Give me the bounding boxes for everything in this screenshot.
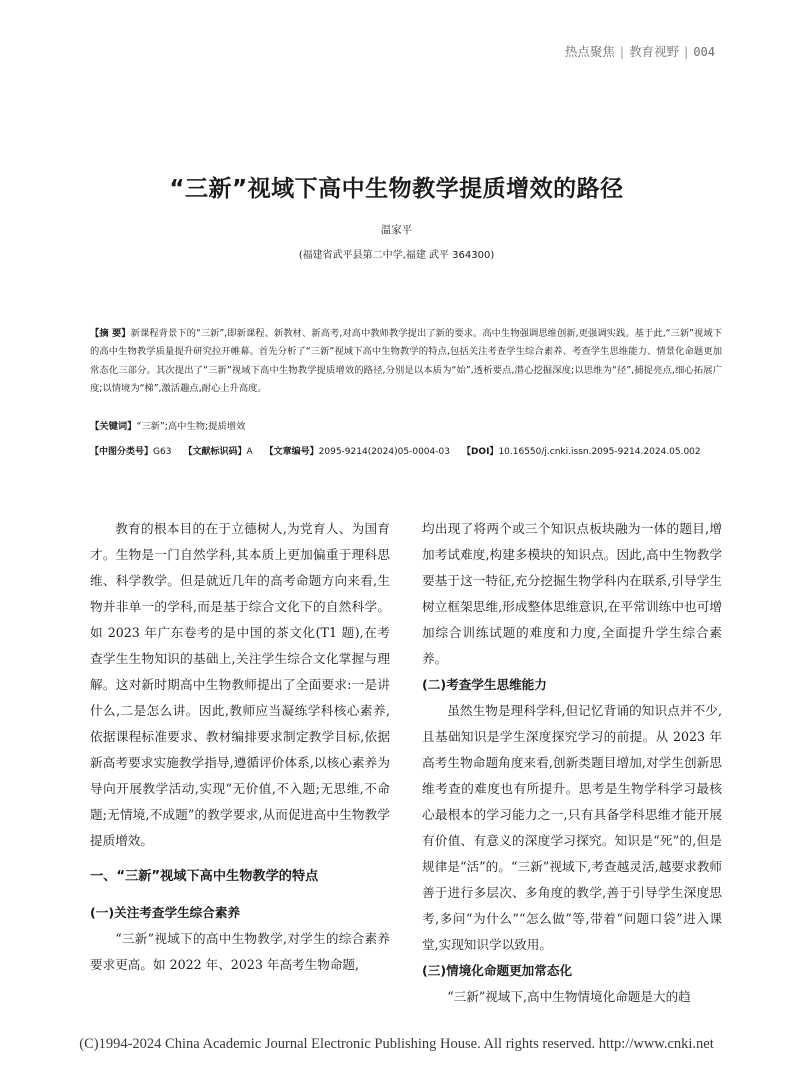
header-divider: | [684, 44, 689, 59]
abstract-text: 新课程背景下的“三新”,即新课程、新教材、新高考,对高中教师教学提出了新的要求。高中生物强调思维创新,更强调实践。基于此,“三新”视域下的高中生物教学质量提升研究拉开帷幕。首先分析了“三新”视域下高中生物教学的特点,包括关注考查学生综合素养、考查学生思维能力、情景化命题更加常态化三部分。其次提出了“三新”视域下高中生物教学提质增效的路径,分别是以本质为“始”,透析要点,潜心挖掘深度;以思维为“径”,捕捉亮点,细心拓展广度;以情境为“梯”,激活趣点,耐心上升高度。 [90, 328, 722, 394]
author-name: 温家平 [380, 224, 413, 236]
abstract-paragraph [90, 325, 722, 398]
article-id-label: 【文章编号】 [264, 447, 319, 457]
keywords-text: “三新”;高中生物;提质增效 [136, 421, 246, 432]
body-paragraph: 均出现了将两个或三个知识点板块融为一体的题目,增加考试难度,构建多模块的知识点。因此,高中生物教学要基于这一特征,充分挖掘生物学科内在联系,引导学生树立框架思维,形成整体思维意识,在平常训练中也可增加综合训练试题的难度和力度,全面提升学生综合素养。 [422, 521, 722, 666]
article-id-value: 2095-9214(2024)05-0004-03 [318, 447, 450, 457]
author-affiliation: (福建省武平县第二中学,福建 武平 364300) [298, 250, 495, 261]
section-heading: 一、“三新”视域下高中生物教学的特点 [90, 869, 319, 884]
abstract-block [90, 325, 722, 398]
copyright-footer: (C)1994-2024 China Academic Journal Electronic Publishing House. All rights reserved. http://www.cnki.net [79, 1036, 714, 1052]
page-number: 004 [693, 45, 715, 59]
body-column-left [90, 516, 390, 978]
article-metadata [90, 444, 730, 457]
clc-value: G63 [153, 447, 172, 457]
header-column: 热点聚焦 [564, 44, 615, 59]
keywords-line [90, 418, 722, 432]
body-paragraph: 虽然生物是理科学科,但记忆背诵的知识点并不少,且基础知识是学生深度探究学习的前提。从 2023 年高考生物命题角度来看,创新类题目增加,对学生创新思维考查的难度也有所提升。思考是生物学科学习最核心最根本的学习能力之一,只有具备学科思维才能开展有价值、有意义的深度学习探究。知识是“死”的,但是规律是“活”的。“三新”视域下,考查越灵活,越要求教师善于进行多层次、多角度的教学,善于引导学生深度思考,多问“为什么”“怎么做”等,带着“问题口袋”进入课堂,实现知识学以致用。 [422, 703, 722, 952]
body-paragraph: 教育的根本目的在于立德树人,为党育人、为国育才。生物是一门自然学科,其本质上更加偏重于理科思维、科学教学。但是就近几年的高考命题方向来看,生物并非单一的学科,而是基于综合文化下的自然科学。如 2023 年广东卷考的是中国的茶文化(T1 题),在考查学生生物知识的基础上,关注学生综合文化掌握与理解。这对新时期高中生物教师提出了全面要求:一是讲什么,二是怎么讲。因此,教师应当凝练学科核心素养,依据课程标准要求、教材编排要求制定教学目标,依据新高考要求实施教学指导,遵循评价体系,以核心素养为导向开展教学活动,实现“无价值,不入题;无思维,不命题;无情境,不成题”的教学要求,从而促进高中生物教学提质增效。 [90, 521, 390, 848]
subsection-heading: (二)考查学生思维能力 [422, 677, 547, 692]
body-paragraph: “三新”视域下,高中生物情境化命题是大的趋 [447, 989, 691, 1004]
clc-label: 【中图分类号】 [90, 447, 154, 457]
subsection-heading: (三)情境化命题更加常态化 [422, 963, 573, 978]
doi-label: 【DOI】 [461, 447, 499, 457]
keywords-label: 【关键词】 [90, 421, 137, 432]
header-divider: | [619, 44, 625, 59]
article-title: “三新”视域下高中生物教学提质增效的路径 [169, 176, 624, 202]
body-column-right [422, 516, 722, 1010]
doc-code-label: 【文献标识码】 [183, 447, 247, 457]
subsection-heading: (一)关注考查学生综合素养 [90, 905, 241, 920]
header-section: 教育视野 [629, 44, 680, 59]
running-header [565, 42, 715, 60]
body-paragraph: “三新”视域下的高中生物教学,对学生的综合素养要求更高。如 2022 年、2023 年高考生物命题, [90, 931, 390, 972]
doi-value: 10.16550/j.cnki.issn.2095-9214.2024.05.002 [498, 447, 701, 457]
doc-code-value: A [246, 447, 253, 457]
abstract-label: 【摘 要】 [90, 328, 131, 339]
